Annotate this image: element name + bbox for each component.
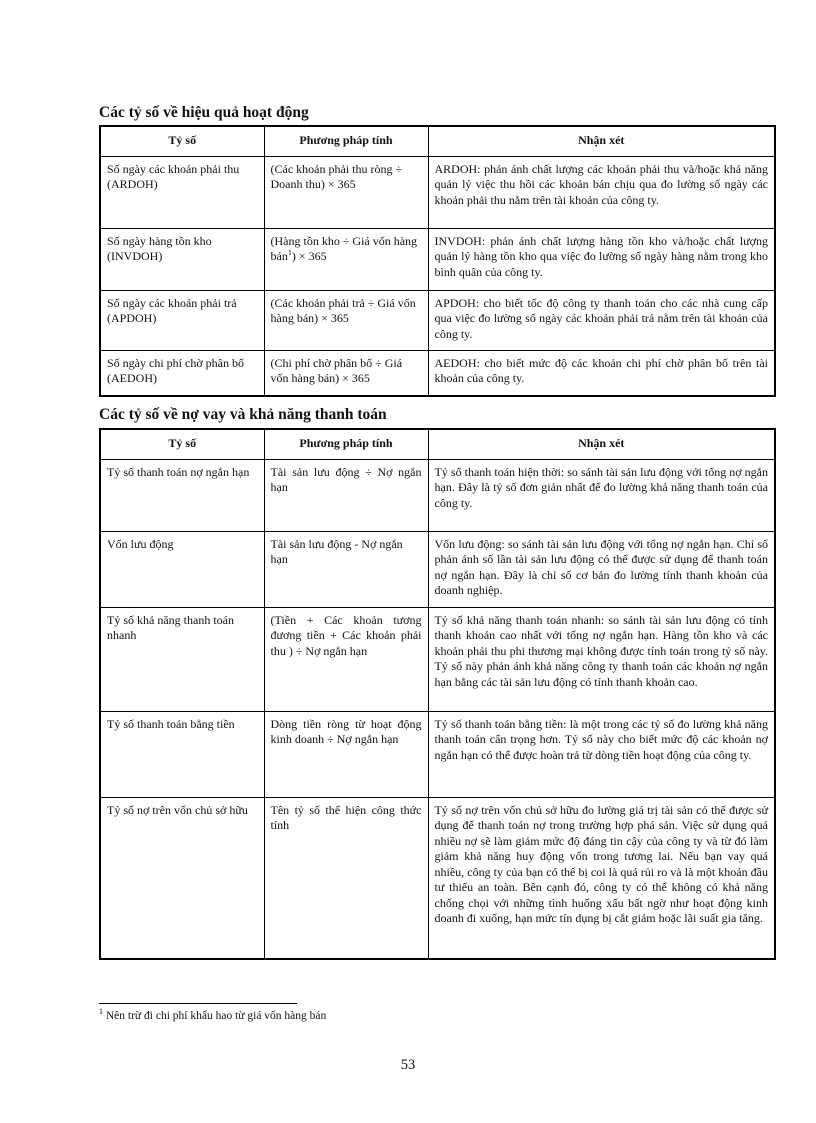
ratio-note: Tỷ số thanh toán bằng tiền: là một trong các tỷ số đo lường khả năng thanh toán cẩn trọng hơn. Tỷ số này cho biết mức độ các khoản nợ ngắn hạn có thể được hoàn trả từ dòng tiền hoạt động của công ty. (428, 711, 775, 797)
ratio-name: Tỷ số khả năng thanh toán nhanh (100, 607, 264, 711)
ratio-note: ARDOH: phản ánh chất lượng các khoản phải thu và/hoặc khả năng quản lý việc thu hồi các khoản bán chịu qua đo lường số ngày các khoản phải thu nằm trên tài khoản của công ty. (428, 156, 775, 228)
table-row (100, 290, 775, 350)
header-method: Phương pháp tính (264, 126, 428, 156)
table-row (100, 156, 775, 228)
table-row (100, 228, 775, 290)
ratio-name: Số ngày các khoản phải trả (APDOH) (100, 290, 264, 350)
ratio-name: Vốn lưu động (100, 531, 264, 607)
header-ratio: Tỷ số (100, 126, 264, 156)
table-row (100, 350, 775, 396)
ratio-method: Tài sản lưu động - Nợ ngắn hạn (264, 531, 428, 607)
header-method: Phương pháp tính (264, 429, 428, 459)
ratio-method: (Các khoản phải thu ròng ÷ Doanh thu) × 365 (264, 156, 428, 228)
debt-liquidity-ratios-table (99, 428, 776, 960)
table-row (100, 797, 775, 959)
ratio-method: (Tiền + Các khoản tương đương tiền + Các khoản phải thu ) ÷ Nợ ngắn hạn (264, 607, 428, 711)
section-title-debt-liquidity: Các tỷ số về nợ vay và khả năng thanh toán (99, 406, 387, 423)
ratio-note: Tỷ số thanh toán hiện thời: so sánh tài sản lưu động với tổng nợ ngắn hạn. Đây là tỷ số đơn giản nhất để đo lường khả năng thanh toán của công ty. (428, 459, 775, 531)
footnote-mark: 1 (99, 1007, 103, 1017)
ratio-note: APDOH: cho biết tốc độ công ty thanh toán cho các nhà cung cấp qua việc đo lường số ngày các khoản phải trả nằm trên tài khoản của công ty. (428, 290, 775, 350)
ratio-name: Tỷ số thanh toán nợ ngắn hạn (100, 459, 264, 531)
ratio-method: (Các khoản phải trả ÷ Giá vốn hàng bán) × 365 (264, 290, 428, 350)
ratio-method: Dòng tiền ròng từ hoạt động kinh doanh ÷ Nợ ngắn hạn (264, 711, 428, 797)
table-header-row (100, 126, 775, 156)
table-row (100, 531, 775, 607)
footnote-ref: 1 (287, 248, 292, 257)
ratio-method: Tài sản lưu động ÷ Nợ ngắn hạn (264, 459, 428, 531)
header-ratio: Tỷ số (100, 429, 264, 459)
header-note: Nhận xét (428, 126, 775, 156)
ratio-note: Tỷ số nợ trên vốn chủ sở hữu đo lường giá trị tài sản có thể được sử dụng để thanh toán nợ trong trường hợp phá sản. Việc sử dụng quá nhiều nợ sẽ làm giảm mức độ đáng tin cậy của công ty và từ đó làm giảm khả năng huy động vốn trong tương lai. Nếu bạn vay quá nhiều, công ty của bạn có thể bị coi là quá rủi ro và là một khoản đầu tư thiếu an toàn. Bên cạnh đó, công ty có thể không có khả năng chống chọi với những tình huống xấu bất ngờ như hoạt động kinh doanh đi xuống, hạn mức tín dụng bị cắt giảm hoặc lãi suất gia tăng. (428, 797, 775, 959)
table-row (100, 607, 775, 711)
page-number: 53 (400, 1057, 416, 1073)
ratio-method (264, 228, 428, 290)
ratio-method: Tên tỷ số thể hiện công thức tính (264, 797, 428, 959)
ratio-method: (Chi phí chờ phân bổ ÷ Giá vốn hàng bán) × 365 (264, 350, 428, 396)
ratio-note: AEDOH: cho biết mức độ các khoản chi phí chờ phân bổ trên tài khoản của công ty. (428, 350, 775, 396)
ratio-name: Số ngày các khoản phải thu (ARDOH) (100, 156, 264, 228)
table-row (100, 711, 775, 797)
ratio-name: Số ngày hàng tồn kho (INVDOH) (100, 228, 264, 290)
table-row (100, 459, 775, 531)
footnote-divider (99, 1003, 297, 1004)
ratio-name: Tỷ số nợ trên vốn chủ sở hữu (100, 797, 264, 959)
ratio-note: Tỷ số khả năng thanh toán nhanh: so sánh tài sản lưu động có tính thanh khoản cao nhất với tổng nợ ngắn hạn. Hàng tồn kho và các khoản phải thu phi thương mại không được tính toán trong tỷ số này. Tỷ số này phản ánh khả năng công ty thanh toán các khoản nợ ngắn hạn bằng các tài sản lưu động có tính thanh khoản cao. (428, 607, 775, 711)
ratio-name: Tỷ số thanh toán bằng tiền (100, 711, 264, 797)
footnote (99, 1007, 327, 1022)
method-text: (Hàng tồn kho ÷ Giá vốn hàng bán (270, 233, 418, 263)
footnote-text: Nên trừ đi chi phí khấu hao từ giá vốn hàng bán (105, 1010, 327, 1022)
header-note: Nhận xét (428, 429, 775, 459)
ratio-note: INVDOH: phản ánh chất lượng hàng tồn kho và/hoặc chất lượng quản lý hàng tồn kho qua việc đo lường số ngày hàng nằm trong kho bình quân của công ty. (428, 228, 775, 290)
table-header-row (100, 429, 775, 459)
ratio-note: Vốn lưu động: so sánh tài sản lưu động với tổng nợ ngắn hạn. Chỉ số phản ánh số lần tài sản lưu động có thể được sử dụng để thanh toán nợ ngắn hạn. Đây là chỉ số cơ bản đo lường tính thanh khoản của doanh nghiệp. (428, 531, 775, 607)
method-text-end: ) × 365 (291, 249, 327, 263)
section-title-efficiency: Các tỷ số về hiệu quả hoạt động (99, 104, 309, 121)
efficiency-ratios-table (99, 125, 776, 397)
ratio-name: Số ngày chi phí chờ phân bổ (AEDOH) (100, 350, 264, 396)
